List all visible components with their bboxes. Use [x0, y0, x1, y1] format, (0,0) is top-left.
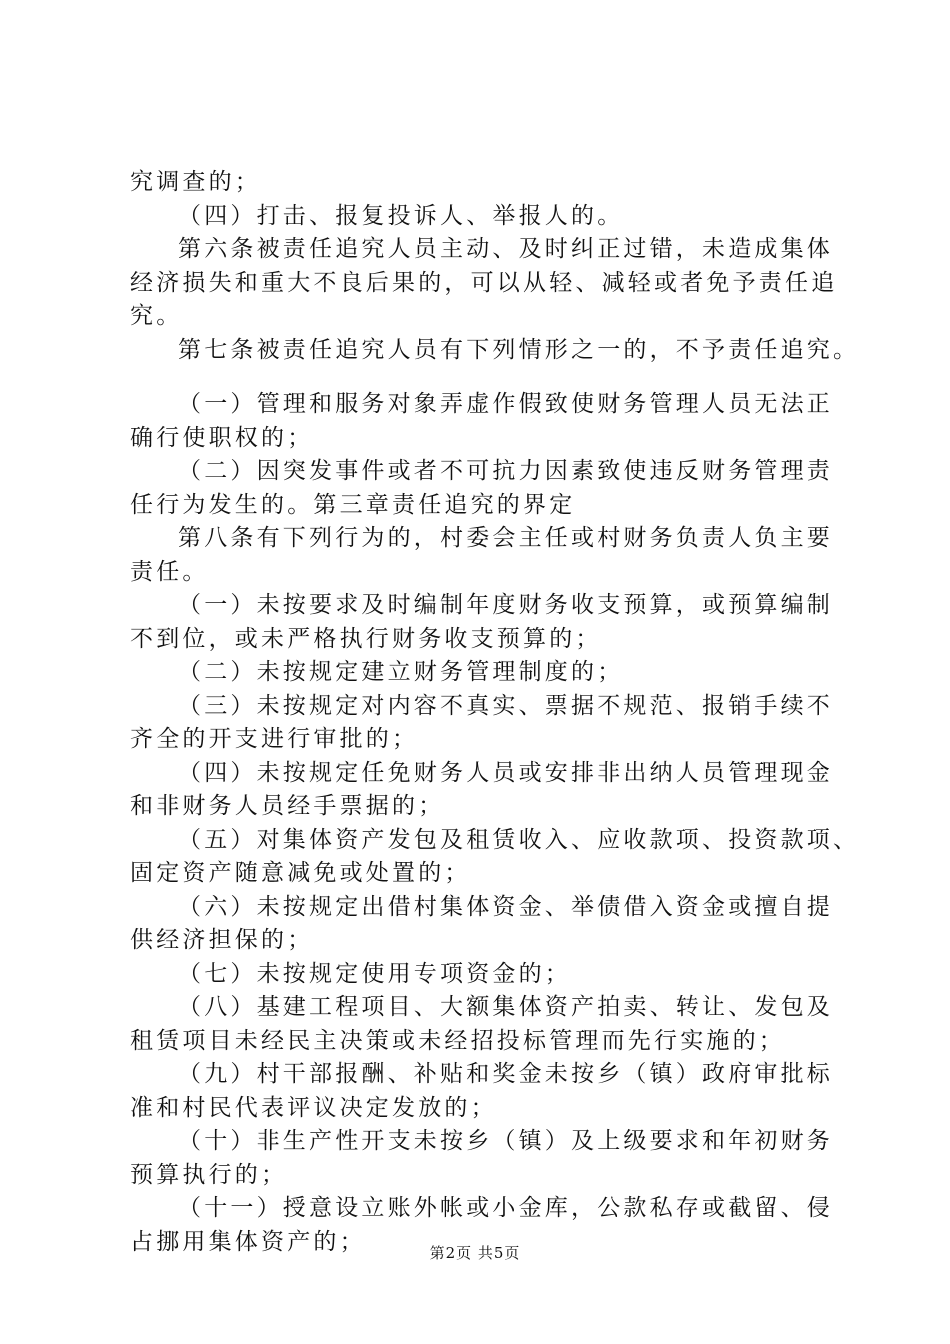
- text-line: （二）未按规定建立财务管理制度的；: [178, 659, 624, 685]
- text-line: （六）未按规定出借村集体资金、举债借入资金或擅自提: [178, 893, 833, 920]
- text-line: 准和村民代表评议决定发放的；: [130, 1094, 497, 1121]
- document-body: [130, 166, 860, 1259]
- text-line: （二）因突发事件或者不可抗力因素致使违反财务管理责: [178, 458, 833, 484]
- text-line: 供经济担保的；: [130, 927, 314, 953]
- text-line: 责任。: [130, 558, 209, 585]
- text-line: （九）村干部报酬、补贴和奖金未按乡（镇）政府审批标: [178, 1061, 833, 1087]
- text-line: 任行为发生的。第三章责任追究的界定: [130, 491, 576, 518]
- text-line: 究。: [130, 303, 183, 329]
- text-line: 齐全的开支进行审批的；: [130, 726, 419, 752]
- text-line: （四）打击、报复投诉人、举报人的。: [178, 202, 624, 229]
- text-line: 不到位，或未严格执行财务收支预算的；: [130, 625, 602, 652]
- text-line: 确行使职权的；: [130, 424, 314, 451]
- paragraph-gap: [130, 367, 850, 388]
- text-line: （一）管理和服务对象弄虚作假致使财务管理人员无法正: [178, 391, 833, 417]
- text-line: 租赁项目未经民主决策或未经招投标管理而先行实施的；: [130, 1027, 785, 1054]
- text-line: 和非财务人员经手票据的；: [130, 793, 445, 819]
- text-line: 第七条被责任追究人员有下列情形之一的，不予责任追究。: [178, 336, 860, 363]
- text-line: 固定资产随意减免或处置的；: [130, 860, 471, 886]
- text-line: 究调查的；: [130, 169, 261, 195]
- text-line: 第六条被责任追究人员主动、及时纠正过错，未造成集体: [178, 236, 833, 262]
- text-line: （十一）授意设立账外帐或小金库，公款私存或截留、侵: [178, 1195, 833, 1221]
- page-number-footer: 第2页 共5页: [429, 1244, 521, 1262]
- text-line: （一）未按要求及时编制年度财务收支预算，或预算编制: [178, 592, 833, 618]
- text-line: 第八条有下列行为的，村委会主任或村财务负责人负主要: [178, 525, 833, 551]
- text-line: （十）非生产性开支未按乡（镇）及上级要求和年初财务: [178, 1128, 833, 1154]
- text-line: （三）未按规定对内容不真实、票据不规范、报销手续不: [178, 692, 833, 719]
- text-line: （四）未按规定任免财务人员或安排非出纳人员管理现金: [178, 759, 833, 786]
- text-line: （七）未按规定使用专项资金的；: [178, 960, 571, 987]
- text-line: 预算执行的；: [130, 1161, 288, 1188]
- text-line: 占挪用集体资产的；: [130, 1228, 366, 1255]
- text-line: 经济损失和重大不良后果的，可以从轻、减轻或者免予责任追: [130, 269, 838, 296]
- text-line: （五）对集体资产发包及租赁收入、应收款项、投资款项、: [178, 826, 860, 853]
- text-line: （八）基建工程项目、大额集体资产拍卖、转让、发包及: [178, 994, 833, 1020]
